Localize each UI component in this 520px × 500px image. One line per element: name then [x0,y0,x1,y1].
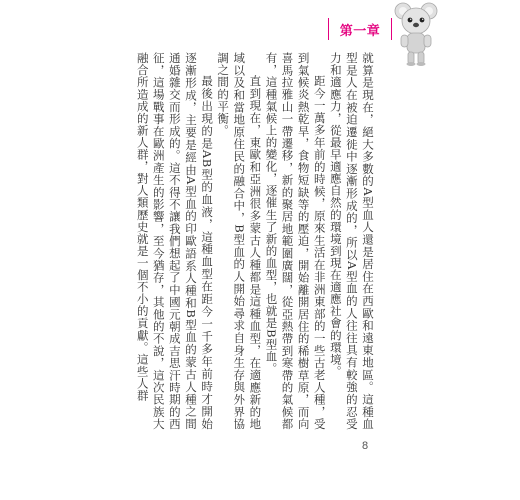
paragraph: 距今一萬多年前的時候，原來生活在非洲東部的一些古老人種，受到氣候炎熱乾旱，食物短缺等的壓迫，開始離開居住的稀樹草原，而向喜馬拉雅山一帶遷移，新的聚居地範圍廣闊，從亞熱帶到寒帶的氣候都有，這種氣候上的變化，逐催生了新的血型，也就是B型血。 [264,52,327,430]
chapter-label: 第一章 [339,23,381,39]
page-number: 8 [362,440,369,452]
paragraph: 直到現在，東歐和亞洲很多蒙古人種都是這種血型，在適應新的地域以及和當地原住民的融合中，B型血的人開始尋求自身生存與外界協調之間的平衡。 [216,52,263,430]
chapter-tab [328,18,392,40]
koala-mascot-icon [394,0,438,68]
paragraph: 就算是現在，絕大多數的A型血人還是居住在西歐和遠東地區。這種血型是人在被迫遷徙中逐漸形成的，所以A型血的人往往具有較強的忍受力和適應力，從最早適應自然的環境到現在適應社會的環境。 [328,52,375,430]
body-text [135,52,376,430]
paragraph: 最後出現的是AB型的血液，這種血型在距今一千多年前時才開始逐漸形成，主要是經由A型血的印歐語系人種和B型血的蒙古人種之間通婚雜交而形成的。這不得不讓我們想起了中國元朝成吉思汗時期的西征，這場戰事在歐洲產生的影響，至今猶存，其他的不說，這次民族大融合所造成的新人群，對人類歷史就是一個不小的貢獻。這些人群 [135,52,215,430]
